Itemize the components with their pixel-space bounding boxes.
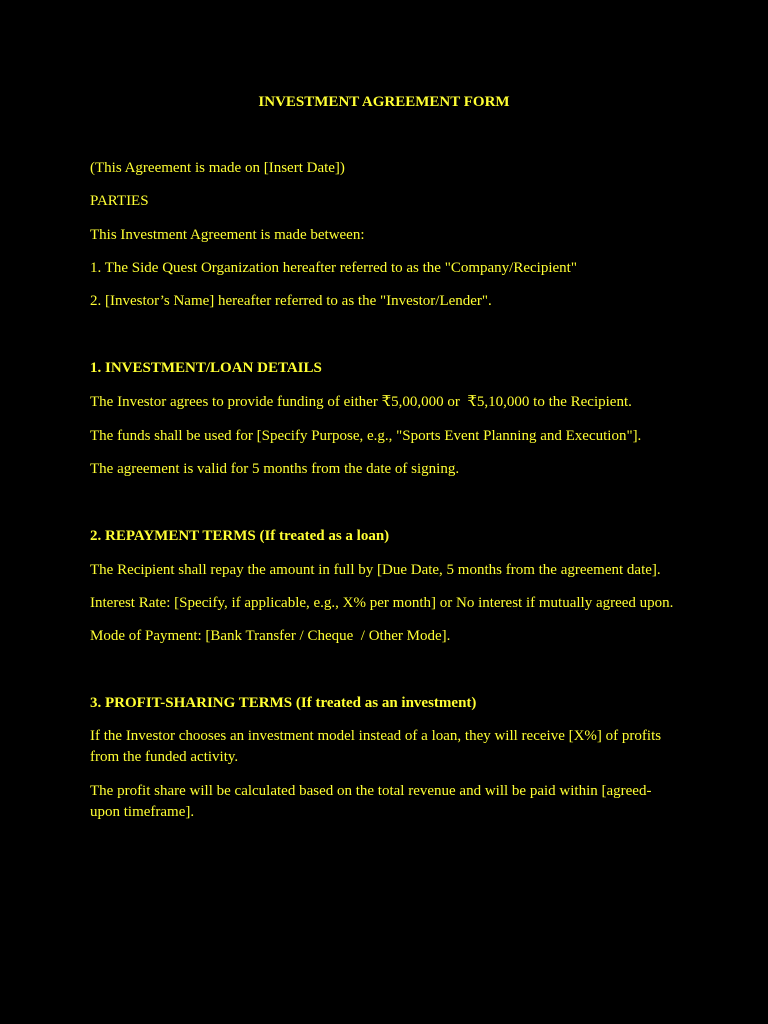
section-2-heading: 2. REPAYMENT TERMS (If treated as a loan) — [90, 528, 390, 544]
section-1-heading: 1. INVESTMENT/LOAN DETAILS — [90, 360, 322, 376]
section-1-paragraph: The Investor agrees to provide funding of either ₹5,00,000 or ₹5,10,000 to the Recipient. — [90, 394, 632, 410]
parties-intro: This Investment Agreement is made between: — [90, 227, 365, 243]
section-3-paragraph: If the Investor chooses an investment model instead of a loan, they will receive [X%] of profits from the funded activity. — [90, 728, 665, 765]
parties-heading: PARTIES — [90, 193, 149, 209]
agreement-date-line: (This Agreement is made on [Insert Date]) — [90, 160, 345, 176]
section-2-paragraph: The Recipient shall repay the amount in full by [Due Date, 5 months from the agreement date]. — [90, 562, 661, 578]
section-3-paragraph: The profit share will be calculated based on the total revenue and will be paid within [agreed-upon timeframe]. — [90, 783, 652, 820]
section-2-paragraph: Interest Rate: [Specify, if applicable, e.g., X% per month] or No interest if mutually agreed upon. — [90, 595, 674, 611]
section-2-paragraph: Mode of Payment: [Bank Transfer / Cheque / Other Mode]. — [90, 628, 451, 644]
section-1-paragraph: The funds shall be used for [Specify Purpose, e.g., "Sports Event Planning and Execution"]. — [90, 428, 642, 444]
section-1-paragraph: The agreement is valid for 5 months from the date of signing. — [90, 461, 460, 477]
party-2: 2. [Investor’s Name] hereafter referred to as the "Investor/Lender". — [90, 293, 492, 309]
document-title: INVESTMENT AGREEMENT FORM — [258, 94, 510, 110]
section-3-heading: 3. PROFIT-SHARING TERMS (If treated as an investment) — [90, 695, 477, 711]
party-1: 1. The Side Quest Organization hereafter referred to as the "Company/Recipient" — [90, 260, 577, 276]
